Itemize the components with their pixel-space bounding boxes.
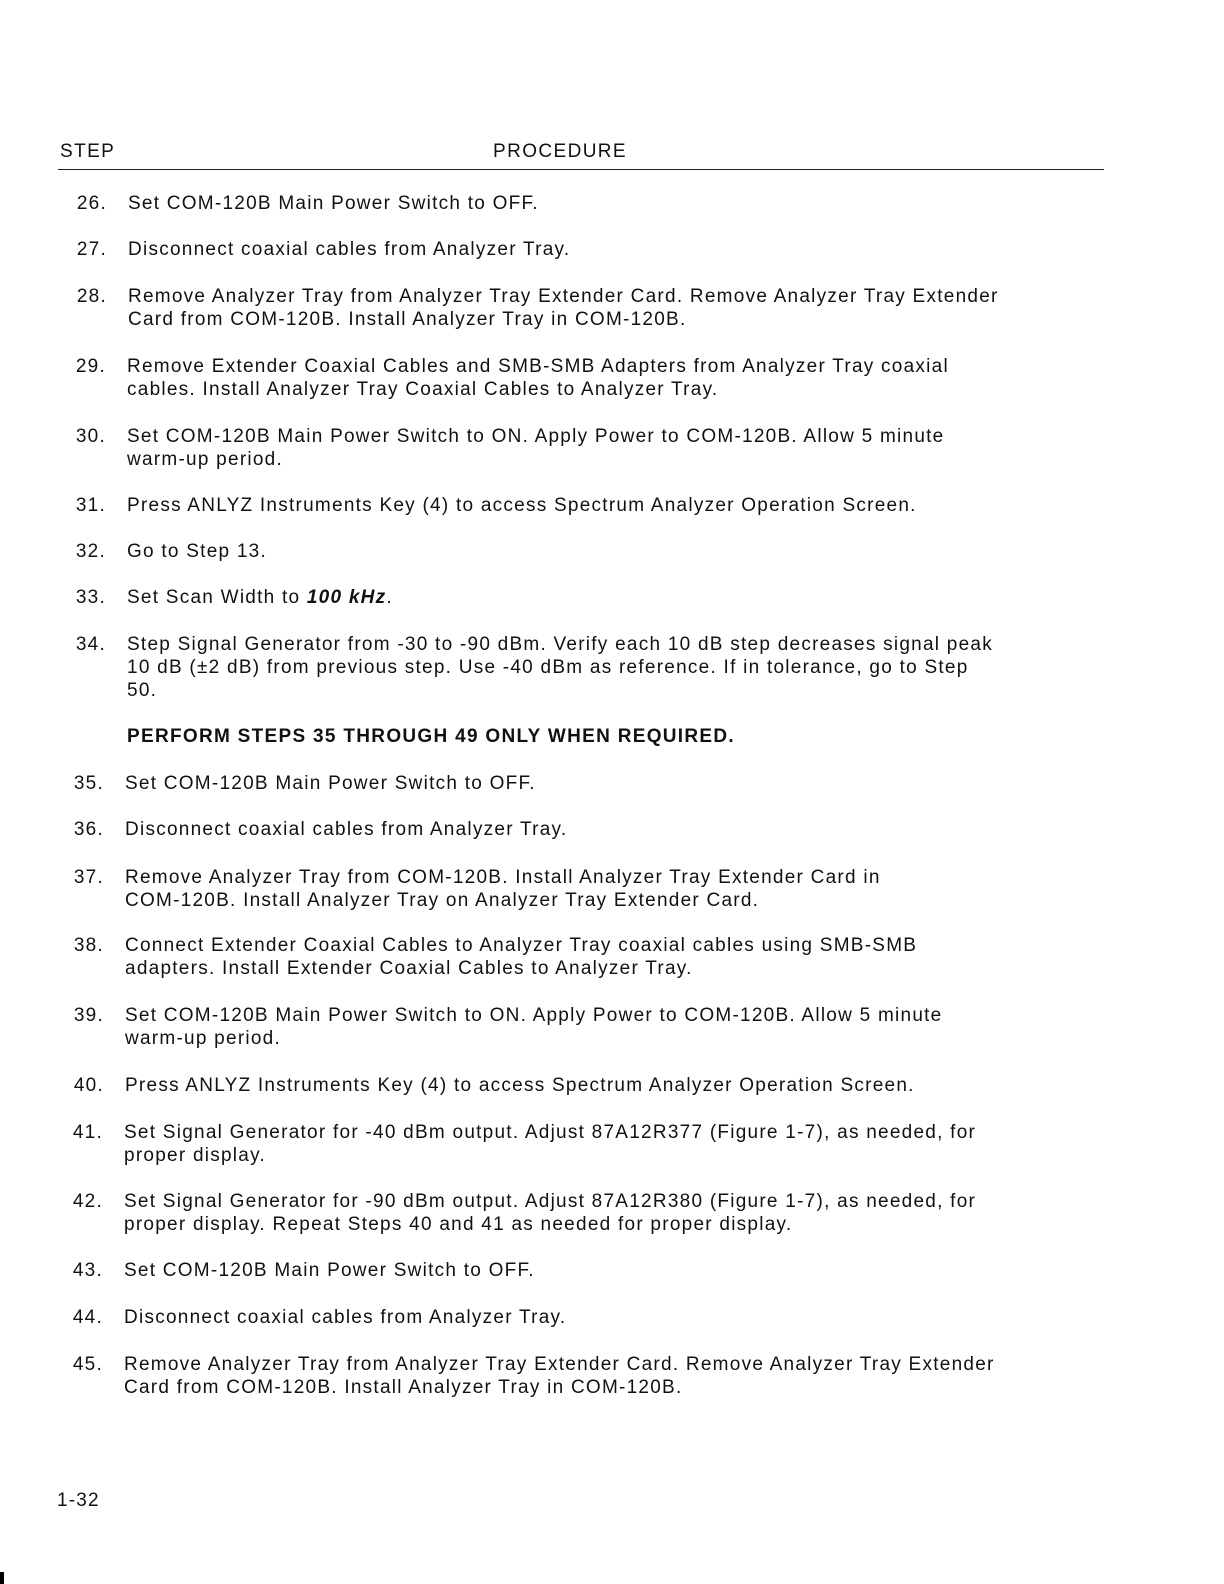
step-text-after: . (386, 587, 393, 608)
step-text-before: Set Scan Width to (127, 587, 307, 608)
procedure-column-heading: PROCEDURE (493, 141, 628, 162)
step-text: Press ANLYZ Instruments Key (4) to access Spectrum Analyzer Operation Screen. (127, 495, 917, 516)
step-number: 29. (75, 356, 106, 377)
step-number: 41. (72, 1122, 103, 1143)
step-38 (73, 934, 918, 980)
step-40 (73, 1074, 915, 1097)
step-36 (73, 818, 568, 841)
step-number: 35. (73, 773, 104, 794)
step-text: Remove Extender Coaxial Cables and SMB-SMB Adapters from Analyzer Tray coaxial cables. Install Analyzer Tray Coaxial Cables to Analyzer Tray. (127, 356, 949, 400)
step-45 (72, 1353, 995, 1399)
step-text: Remove Analyzer Tray from Analyzer Tray Extender Card. Remove Analyzer Tray Extender Card from COM-120B. Install Analyzer Tray in COM-120B. (128, 286, 999, 330)
step-text (127, 586, 393, 609)
step-number: 44. (72, 1307, 103, 1328)
step-37 (73, 866, 881, 912)
step-number: 27. (76, 239, 107, 260)
step-text: Set Signal Generator for -90 dBm output. Adjust 87A12R380 (Figure 1-7), as needed, for proper display. Repeat Steps 40 and 41 as needed for proper display. (124, 1191, 977, 1235)
step-number: 28. (76, 286, 107, 307)
scan-width-value: 100 kHz (306, 587, 387, 608)
step-31 (75, 494, 917, 517)
step-34 (75, 633, 994, 702)
step-28 (76, 285, 999, 331)
step-number: 30. (75, 426, 106, 447)
step-text: Set COM-120B Main Power Switch to OFF. (124, 1260, 535, 1281)
step-column-heading: STEP (60, 141, 116, 162)
step-text: Connect Extender Coaxial Cables to Analyzer Tray coaxial cables using SMB-SMB adapters. Install Extender Coaxial Cables to Analyzer Tray. (125, 935, 918, 979)
step-text: Set COM-120B Main Power Switch to ON. Apply Power to COM-120B. Allow 5 minute warm-up period. (125, 1005, 943, 1049)
page-number: 1-32 (57, 1490, 100, 1511)
step-text: Press ANLYZ Instruments Key (4) to access Spectrum Analyzer Operation Screen. (125, 1075, 915, 1096)
step-26 (76, 192, 539, 215)
step-33 (75, 586, 393, 609)
step-text: Disconnect coaxial cables from Analyzer Tray. (128, 239, 571, 260)
step-text: Go to Step 13. (127, 541, 268, 562)
step-39 (73, 1004, 943, 1050)
step-number: 43. (72, 1260, 103, 1281)
step-number: 38. (73, 935, 104, 956)
step-44 (72, 1306, 567, 1329)
step-27 (76, 238, 571, 261)
step-text: Set COM-120B Main Power Switch to ON. Apply Power to COM-120B. Allow 5 minute warm-up period. (127, 426, 945, 470)
step-number: 34. (75, 634, 106, 655)
step-35 (73, 772, 536, 795)
step-32 (75, 540, 268, 563)
step-text: Remove Analyzer Tray from Analyzer Tray Extender Card. Remove Analyzer Tray Extender Card from COM-120B. Install Analyzer Tray in COM-120B. (124, 1354, 995, 1398)
step-number: 45. (72, 1354, 103, 1375)
step-text: Set Signal Generator for -40 dBm output. Adjust 87A12R377 (Figure 1-7), as needed, for proper display. (124, 1122, 977, 1166)
step-30 (75, 425, 945, 471)
step-text: Set COM-120B Main Power Switch to OFF. (125, 773, 536, 794)
step-number: 32. (75, 541, 106, 562)
step-29 (75, 355, 949, 401)
step-number: 33. (75, 587, 106, 608)
step-number: 40. (73, 1075, 104, 1096)
step-42 (72, 1190, 977, 1236)
step-number: 37. (73, 867, 104, 888)
step-number: 31. (75, 495, 106, 516)
step-43 (72, 1259, 535, 1282)
conditional-steps-notice: PERFORM STEPS 35 THROUGH 49 ONLY WHEN REQUIRED. (127, 726, 735, 747)
step-text: Disconnect coaxial cables from Analyzer Tray. (125, 819, 568, 840)
step-text: Step Signal Generator from -30 to -90 dBm. Verify each 10 dB step decreases signal peak 10 dB (±2 dB) from previous step. Use -40 dBm as reference. If in tolerance, go to Step 50. (127, 634, 994, 701)
step-number: 42. (72, 1191, 103, 1212)
scan-edge-mark (0, 1572, 4, 1584)
step-41 (72, 1121, 977, 1167)
step-text: Set COM-120B Main Power Switch to OFF. (128, 193, 539, 214)
step-text: Disconnect coaxial cables from Analyzer Tray. (124, 1307, 567, 1328)
step-number: 39. (73, 1005, 104, 1026)
step-number: 26. (76, 193, 107, 214)
step-number: 36. (73, 819, 104, 840)
step-text: Remove Analyzer Tray from COM-120B. Install Analyzer Tray Extender Card in COM-120B. Install Analyzer Tray on Analyzer Tray Extender Card. (125, 867, 881, 911)
